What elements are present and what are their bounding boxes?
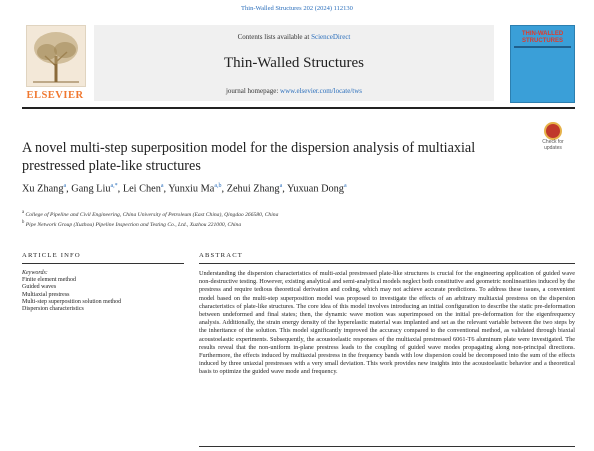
keyword-item: Multi-step superposition solution method	[22, 298, 122, 305]
keyword-item: Multiaxial prestress	[22, 291, 70, 298]
abstract-heading: ABSTRACT	[199, 252, 244, 259]
homepage-link[interactable]: www.elsevier.com/locate/tws	[280, 87, 362, 95]
contents-line	[94, 33, 494, 41]
affiliation-text: College of Pipeline and Civil Engineering, China University of Petroleum (East China), Qingdao 266580, China	[25, 211, 279, 218]
author-name[interactable]: Yuxuan Dong	[287, 183, 344, 195]
homepage-line	[94, 87, 494, 95]
author-separator: ,	[221, 183, 227, 195]
affiliation-item	[22, 219, 582, 229]
elsevier-tree-icon	[26, 25, 86, 87]
affiliation-marker: a	[22, 210, 25, 215]
author-affiliation-marker[interactable]: a,b	[214, 183, 222, 189]
publisher-logo[interactable]	[22, 25, 88, 101]
header-divider	[22, 107, 575, 109]
cover-band	[514, 46, 571, 48]
abstract-divider	[199, 263, 575, 264]
author-affiliation-marker[interactable]: a,*	[110, 183, 118, 189]
affiliation-text: Pipe Network Group (Xuzhou) Pipeline Inspection and Testing Co., Ltd., Xuzhou 221000, China	[25, 221, 242, 228]
author-separator: ,	[66, 183, 72, 195]
author-affiliation-marker[interactable]: a	[279, 183, 283, 189]
author-name[interactable]: Zehui Zhang	[226, 183, 280, 195]
keyword-item: Finite element method	[22, 277, 76, 284]
author-name[interactable]: Lei Chen	[122, 183, 161, 195]
affiliations	[22, 209, 582, 229]
author-separator: ,	[163, 183, 169, 195]
article-info-divider	[22, 263, 184, 264]
affiliation-marker: b	[22, 219, 25, 225]
author-list	[22, 183, 582, 194]
author-affiliation-marker[interactable]: a	[63, 183, 67, 189]
author-affiliation-marker[interactable]: a	[160, 183, 164, 189]
journal-title[interactable]: Thin-Walled Structures	[223, 55, 364, 71]
author-affiliation-marker[interactable]: a	[343, 183, 347, 189]
keyword-item: Dispersion characteristics	[22, 306, 84, 313]
check-for-updates-icon	[544, 122, 562, 140]
keywords-list	[22, 270, 187, 313]
cover-title: THIN-WALLED STRUCTURES	[521, 31, 564, 44]
article-title: A novel multi-step superposition model for the dispersion analysis of multiaxial prestressed plate-like structures	[22, 140, 476, 174]
publisher-name: ELSEVIER	[26, 90, 84, 101]
keyword-item: Guided waves	[22, 284, 57, 291]
homepage-prefix: journal homepage:	[225, 87, 281, 95]
contents-prefix: Contents lists available at	[237, 33, 312, 41]
author-name[interactable]: Gang Liu	[71, 183, 111, 195]
author-name[interactable]: Yunxiu Ma	[168, 183, 215, 195]
keywords-label: Keywords:	[22, 270, 48, 276]
journal-banner	[94, 25, 494, 101]
check-for-updates-button[interactable]	[537, 122, 569, 156]
journal-cover-image[interactable]	[510, 25, 575, 103]
check-for-updates-label: Check for updates	[542, 139, 564, 151]
abstract-bottom-divider	[199, 446, 575, 447]
abstract-text: Understanding the dispersion characteristics of multi-axial prestressed plate-like structures is crucial for the engineering application of guided wave non-destructive testing. However, existing analytical and semi-analytical models neglect both constitutive and geometric nonlinearities induced by the prestress and require tedious theoretical derivation and coding, which may not achieve accurate predictions. To address these issues, a convenient model based on the multi-step superposition model was proposed to investigate the effects of an arbitrary multiaxial prestress on the dispersion characteristics of plate-like structures. The core idea of this model involves introducing an initial configuration to describe the static pre-deformation between undeformed and final states; then, the dynamic wave motion was superimposed on the initial pre-deformation for the eigenfrequency analysis. Additionally, the strain energy density of the hyperelastic material was implanted and set as the relevant variable between the two steps by the inheritance of the solution. This model significantly improved the accuracy compared to the conventional method, as validated through biaxial acoustoelastic experiments. Subsequently, the acoustoelastic responses of the multiaxial prestressed 6061-T6 aluminum plate were investigated. The results reveal that the non-uniform in-plane prestress leads to the coupling of guided wave modes propagating along non-principal directions. Furthermore, the effects induced by multiaxial prestress in the frequency bands with low dispersion could be decomposed into the sum of the effects induced by three uniaxial prestresses with a very small deviation. This work provides new insights into the acoustoelastic behavior and a theoretical basis to optimize the guided wave mode and frequency.	[199, 270, 575, 376]
author-separator: ,	[282, 183, 288, 195]
article-info-heading: ARTICLE INFO	[22, 252, 81, 259]
author-name[interactable]: Xu Zhang	[22, 183, 64, 195]
journal-header	[22, 25, 575, 103]
affiliation-item	[22, 209, 582, 219]
sciencedirect-link[interactable]: ScienceDirect	[311, 33, 351, 41]
author-separator: ,	[117, 183, 123, 195]
journal-citation[interactable]: Thin-Walled Structures 202 (2024) 112130	[241, 5, 353, 12]
